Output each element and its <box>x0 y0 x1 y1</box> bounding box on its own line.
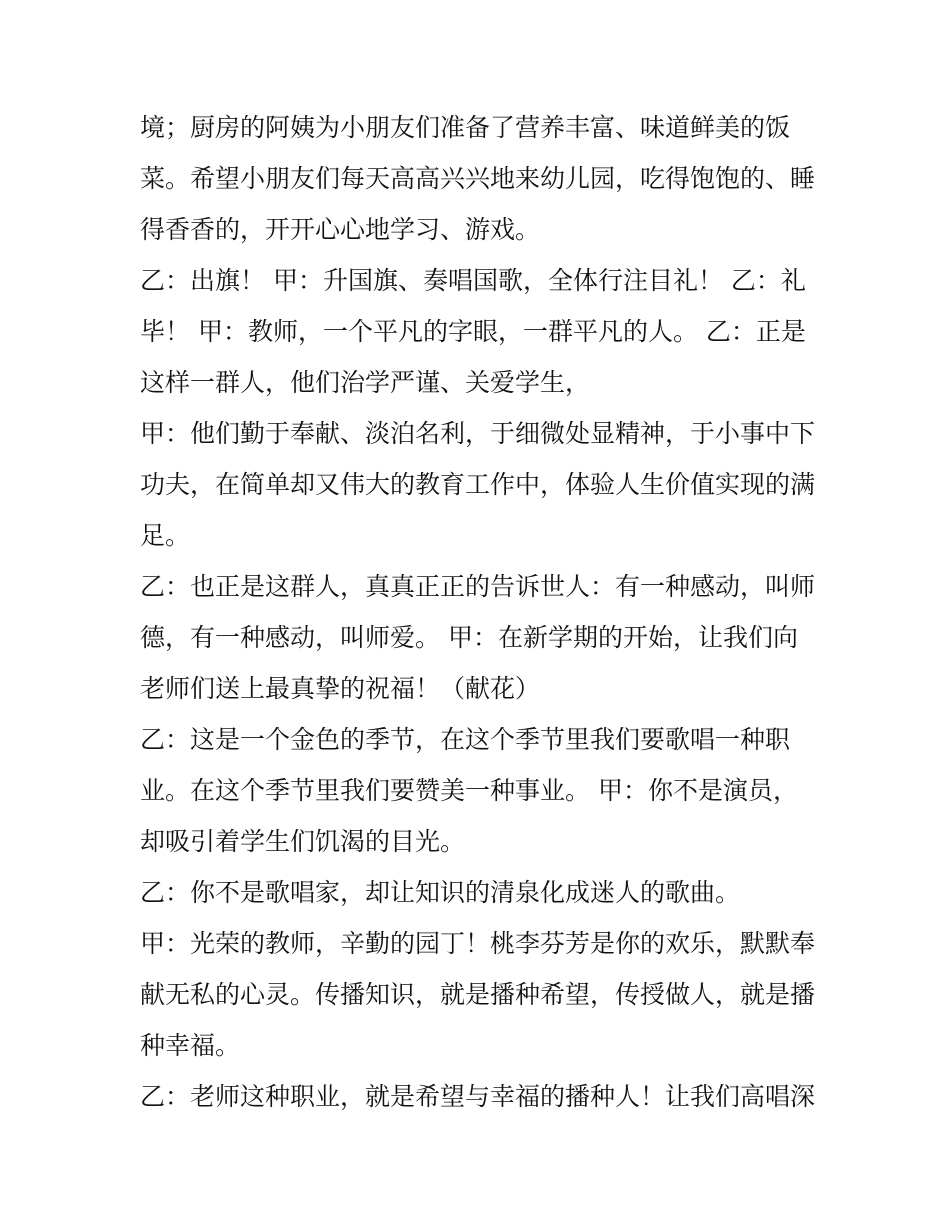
text-line: 乙：你不是歌唱家，却让知识的清泉化成迷人的歌曲。 <box>140 878 741 907</box>
text-line: 德，有一种感动，叫师爱。 甲：在新学期的开始，让我们向 <box>140 623 798 652</box>
text-line: 境；厨房的阿姨为小朋友们准备了营养丰富、味道鲜美的饭 <box>140 113 791 142</box>
text-line: 乙：也正是这群人，真真正正的告诉世人：有一种感动，叫师 <box>140 572 816 601</box>
text-line: 乙：老师这种职业，就是希望与幸福的播种人！让我们高唱深 <box>140 1082 816 1111</box>
text-line: 功夫，在简单却又伟大的教育工作中，体验人生价值实现的满 <box>140 470 816 499</box>
text-line: 甲：光荣的教师，辛勤的园丁！桃李芬芳是你的欢乐，默默奉 <box>140 929 816 958</box>
text-line: 乙：出旗！ 甲：升国旗、奏唱国歌，全体行注目礼！ 乙：礼 <box>140 266 806 295</box>
text-line: 却吸引着学生们饥渴的目光。 <box>140 827 466 856</box>
text-line: 甲：他们勤于奉献、淡泊名利，于细微处显精神，于小事中下 <box>140 419 816 448</box>
text-line: 业。在这个季节里我们要赞美一种事业。 甲：你不是演员， <box>140 776 798 805</box>
text-line: 献无私的心灵。传播知识，就是播种希望，传授做人，就是播 <box>140 980 816 1009</box>
text-line: 菜。希望小朋友们每天高高兴兴地来幼儿园，吃得饱饱的、睡 <box>140 164 816 193</box>
text-line: 种幸福。 <box>140 1031 241 1060</box>
text-line: 这样一群人，他们治学严谨、关爱学生， <box>140 368 591 397</box>
text-line: 毕！ 甲：教师，一个平凡的字眼，一群平凡的人。 乙：正是 <box>140 317 806 346</box>
text-line: 足。 <box>140 521 191 550</box>
text-line: 得香香的，开开心心地学习、游戏。 <box>140 215 541 244</box>
text-line: 乙：这是一个金色的季节，在这个季节里我们要歌唱一种职 <box>140 725 791 754</box>
text-line: 老师们送上最真挚的祝福！（献花） <box>140 674 541 703</box>
